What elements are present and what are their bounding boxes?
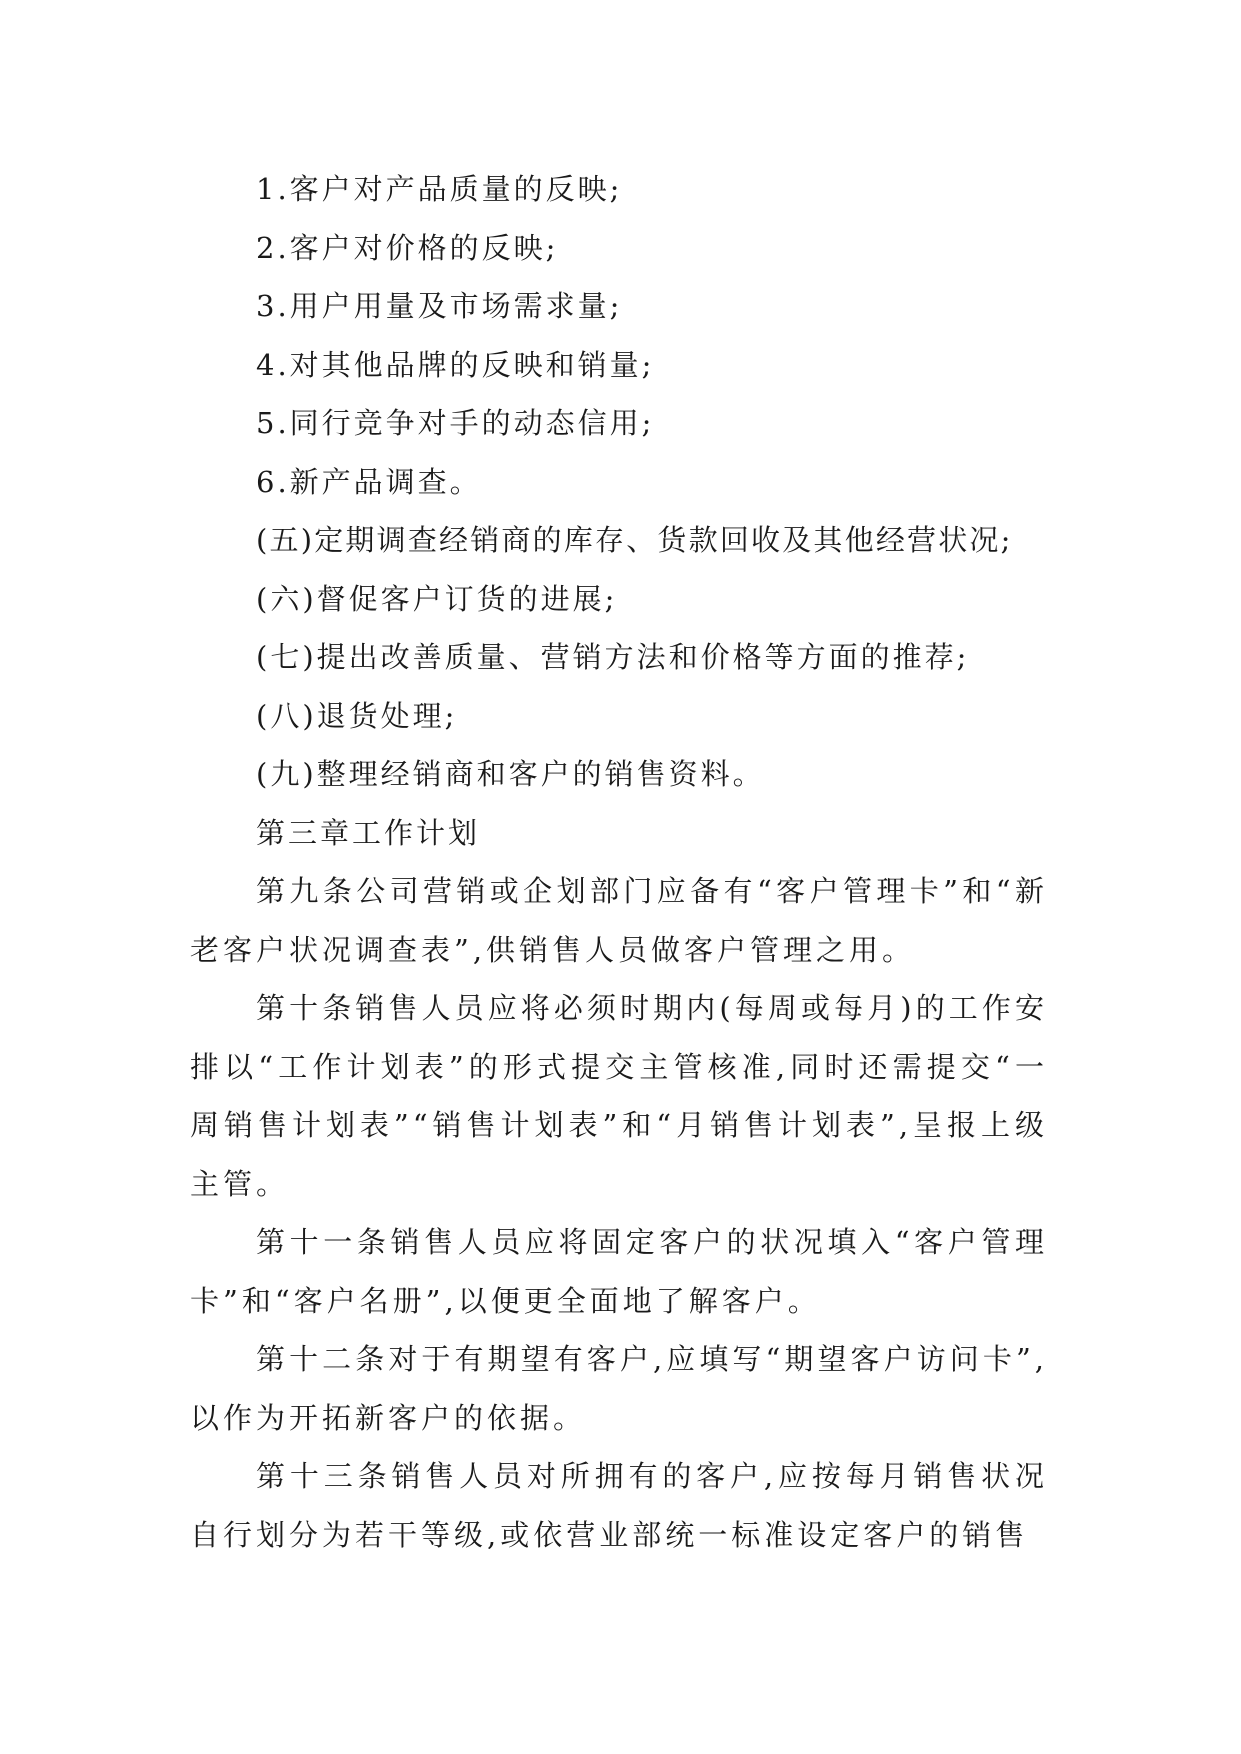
list-item: 6.新产品调查。 [256, 464, 482, 499]
duty-item: (七)提出改善质量、营销方法和价格等方面的推荐; [256, 640, 970, 674]
paragraph: 第十一条销售人员应将固定客户的状况填入“客户管理卡”和“客户名册”,以便更全面地了解客户。 [190, 1225, 1048, 1318]
list-item: 2.客户对价格的反映; [256, 230, 559, 265]
duty-item: (九)整理经销商和客户的销售资料。 [256, 757, 765, 791]
paragraph: 第十二条对于有期望有客户,应填写“期望客户访问卡”,以作为开拓新客户的依据。 [190, 1342, 1048, 1435]
duty-item: (八)退货处理; [256, 698, 458, 733]
list-item: 4.对其他品牌的反映和销量; [256, 347, 655, 382]
duty-item: (六)督促客户订货的进展; [256, 581, 618, 616]
list-item: 3.用户用量及市场需求量; [256, 289, 623, 323]
duty-item: (五)定期调查经销商的库存、货款回收及其他经营状况; [256, 523, 1013, 557]
paragraph: 第十条销售人员应将必须时期内(每周或每月)的工作安排以“工作计划表”的形式提交主管核准,同时还需提交“一周销售计划表”“销售计划表”和“月销售计划表”,呈报上级主管。 [190, 991, 1048, 1201]
paragraph: 第十三条销售人员对所拥有的客户,应按每月销售状况自行划分为若干等级,或依营业部统一标准设定客户的销售 [190, 1459, 1048, 1552]
paragraph: 第九条公司营销或企划部门应备有“客户管理卡”和“新老客户状况调查表”,供销售人员做客户管理之用。 [190, 874, 1048, 967]
document-body [190, 160, 1048, 1564]
list-item: 1.客户对产品质量的反映; [256, 172, 623, 206]
list-item: 5.同行竞争对手的动态信用; [256, 406, 655, 440]
chapter-title: 第三章工作计划 [256, 815, 481, 850]
